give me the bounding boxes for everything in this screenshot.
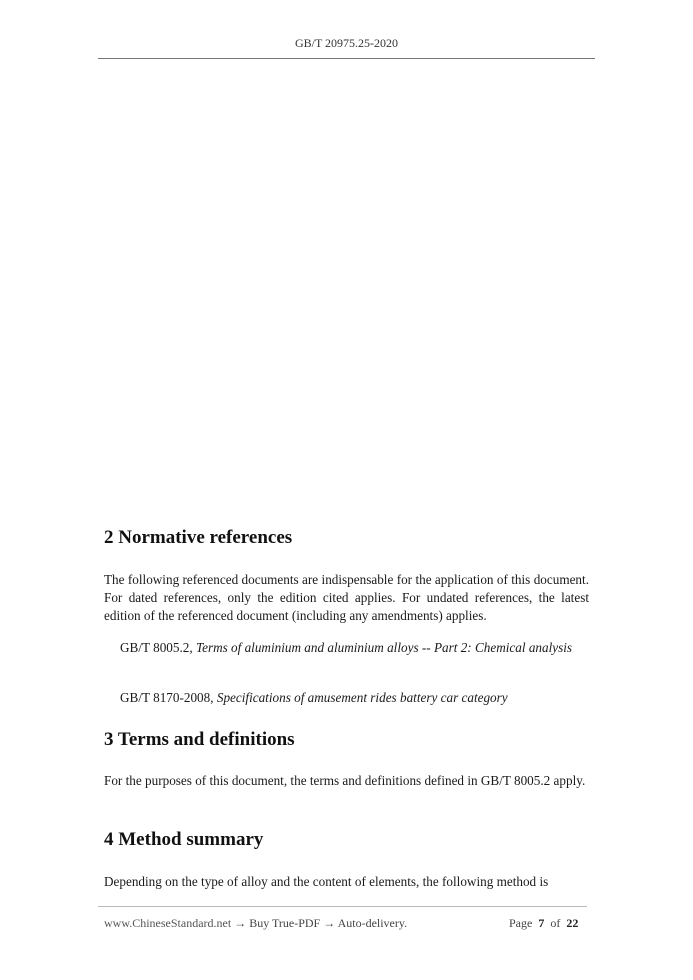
site-link[interactable]: www.ChineseStandard.net (104, 916, 232, 930)
footer-divider (98, 906, 587, 907)
reference-item (120, 689, 589, 707)
reference-code: GB/T 8170-2008, (120, 690, 217, 705)
reference-code: GB/T 8005.2, (120, 640, 196, 655)
reference-title: Terms of aluminium and aluminium alloys -- Part 2: Chemical analysis (195, 640, 573, 655)
header-divider (98, 58, 595, 59)
section-2-heading: 2 Normative references (104, 527, 293, 548)
reference-item (120, 639, 589, 657)
section-2-intro: The following referenced documents are indispensable for the application of this document. For dated references, only the edition cited applies. For undated references, the latest edition of the referenced document (including any amendments) applies. (104, 572, 589, 623)
of-label: of (550, 916, 561, 930)
section-3-text: For the purposes of this document, the terms and definitions defined in GB/T 8005.2 apply. (104, 773, 586, 788)
reference-title: Specifications of amusement rides battery car category (216, 690, 508, 705)
section-4-heading: 4 Method summary (104, 829, 264, 850)
footer-links (104, 916, 407, 931)
doc-id: GB/T 20975.25-2020 (294, 36, 399, 50)
page-label: Page (509, 916, 533, 930)
section-4-text: Depending on the type of alloy and the content of elements, the following method is (104, 874, 549, 889)
page-number: 7 (538, 916, 545, 930)
section-3-heading: 3 Terms and definitions (104, 729, 295, 750)
page-header (0, 36, 693, 51)
page-counter (509, 916, 578, 931)
page-total: 22 (566, 916, 579, 930)
delivery-note: → Buy True-PDF → Auto-delivery. (231, 916, 408, 930)
